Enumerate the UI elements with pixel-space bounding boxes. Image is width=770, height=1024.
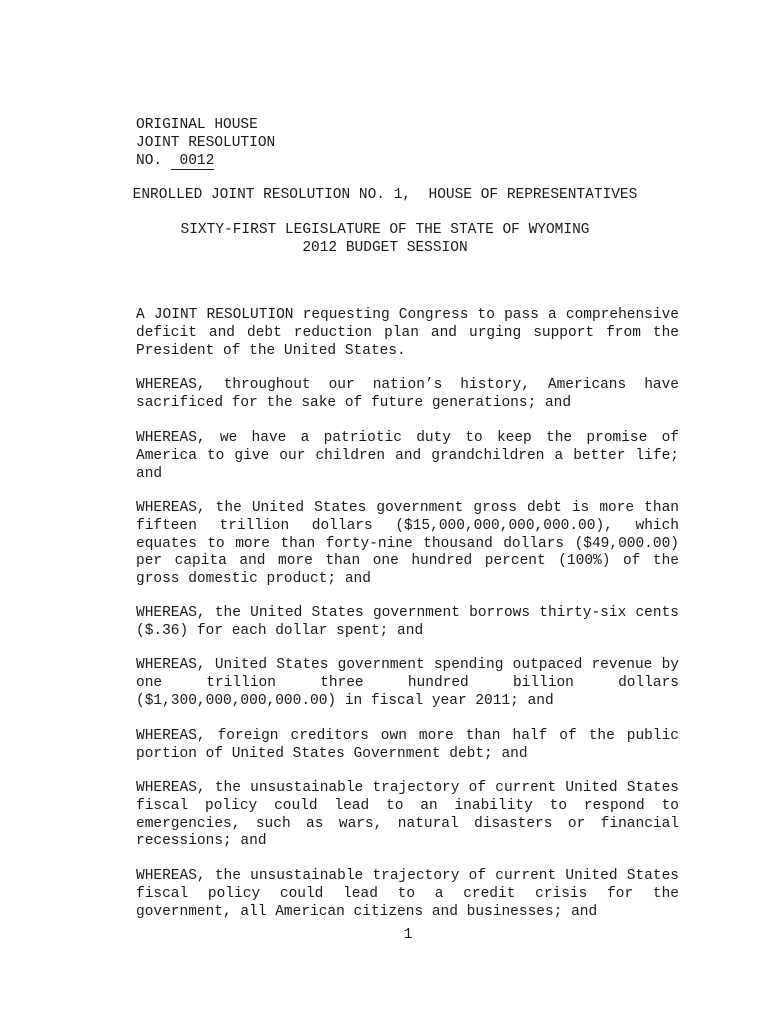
header-line-number	[136, 152, 275, 170]
page-number: 1	[403, 927, 413, 943]
whereas-paragraph: WHEREAS, United States government spending outpaced revenue by one trillion three hundred billion dollars ($1,300,000,000,000.00) in fiscal year 2011; and	[136, 657, 679, 709]
whereas-paragraph: WHEREAS, the United States government gross debt is more than fifteen trillion dollars ($15,000,000,000,000.00), which equates to more than forty-nine thousand dollars ($49,000.00) per capita and more than one hundred percent (100%) of the gross domestic product; and	[136, 500, 679, 588]
resolution-title-paragraph: A JOINT RESOLUTION requesting Congress to pass a comprehensive deficit and debt reduction plan and urging support from the President of the United States.	[136, 307, 679, 359]
bill-number-label: NO.	[136, 153, 171, 169]
bill-number-value: 0012	[170, 153, 215, 169]
header-line-original-house: ORIGINAL HOUSE	[136, 117, 258, 133]
whereas-paragraph: WHEREAS, the unsustainable trajectory of current United States fiscal policy could lead to an inability to respond to emergencies, such as wars, natural disasters or financial recessions; and	[136, 780, 679, 850]
whereas-paragraph: WHEREAS, the unsustainable trajectory of current United States fiscal policy could lead to a credit crisis for the government, all American citizens and businesses; and	[136, 868, 679, 920]
legislature-title: SIXTY-FIRST LEGISLATURE OF THE STATE OF WYOMING	[180, 222, 590, 238]
enrolled-title: ENROLLED JOINT RESOLUTION NO. 1, HOUSE OF REPRESENTATIVES	[132, 187, 638, 203]
whereas-paragraph: WHEREAS, foreign creditors own more than half of the public portion of United States Government debt; and	[136, 728, 679, 762]
bill-header	[136, 116, 275, 170]
whereas-paragraph: WHEREAS, the United States government borrows thirty-six cents ($.36) for each dollar spent; and	[136, 605, 679, 639]
whereas-paragraph: WHEREAS, throughout our nation’s history, Americans have sacrificed for the sake of future generations; and	[136, 377, 679, 411]
header-line-joint-resolution: JOINT RESOLUTION	[136, 135, 276, 151]
session-title: 2012 BUDGET SESSION	[302, 240, 468, 256]
whereas-paragraph: WHEREAS, we have a patriotic duty to keep the promise of America to give our children and grandchildren a better life; and	[136, 430, 679, 482]
